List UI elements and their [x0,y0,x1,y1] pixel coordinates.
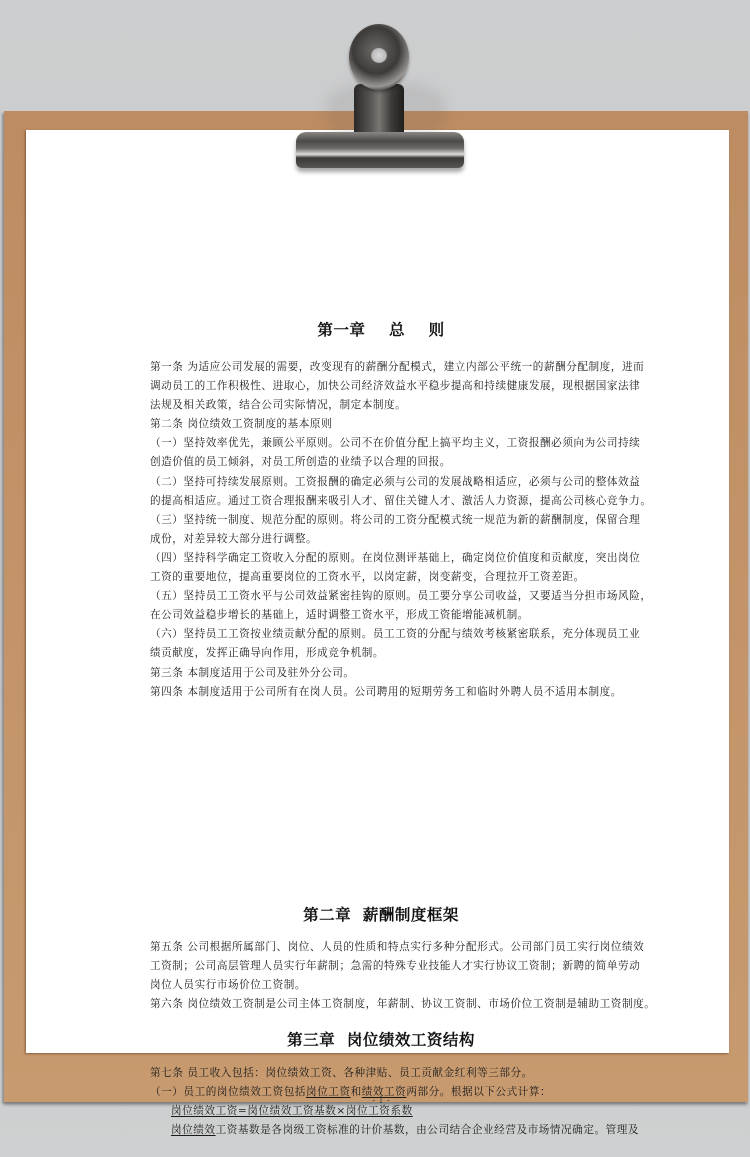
paragraph-line: 第二条 岗位绩效工资制度的基本原则 [150,418,333,431]
paragraph-line: 第七条 员工收入包括：岗位绩效工资、各种津贴、员工贡献金红利等三部分。 [150,1067,533,1079]
text-fragment: 工资基数是各岗级工资标准的计价基数，由公司结合企业经营及市场情况确定。管理及 [215,1124,640,1137]
paragraph-line: 成份，对差异较大部分进行调整。 [150,532,318,545]
paragraph-line: 绩贡献度，发挥正确导向作用，形成竞争机制。 [150,647,385,660]
paragraph-line: 第一条 为适应公司发展的需要，改变现有的薪酬分配模式，建立内部公平统一的薪酬分配制度，进而 [150,361,645,373]
paragraph-line: 在公司效益稳步增长的基础上，适时调整工资水平，形成工资能增能减机制。 [150,609,529,622]
chapter-1-body [150,358,652,702]
paragraph-line: 工资制；公司高层管理人员实行年薪制；急需的特殊专业技能人才实行协议工资制；新聘的简单劳动 [150,960,641,973]
paragraph-line: 法规及相关政策，结合公司实际情况，制定本制度。 [150,399,407,412]
chapter-2-body [150,938,656,1014]
chapter-3-title: 第三章 岗位绩效工资结构 [287,1031,475,1049]
underlined-term: 岗位绩效 [171,1124,216,1137]
underlined-term-position-wage: 岗位工资 [306,1086,351,1099]
clip-ring-hole [371,48,387,63]
chapter-1-title: 第一章 总 则 [317,321,445,339]
paragraph-line: 第六条 岗位绩效工资制是公司主体工资制度，年薪制、协议工资制、市场价位工资制是辅助工资制度。 [150,998,656,1011]
paragraph-line: 的提高相适应。通过工资合理报酬来吸引人才、留住关键人才、激活人力资源，提高公司核心竞争力。 [150,494,652,507]
paragraph-line: 第五条 公司根据所属部门、岗位、人员的性质和特点实行多种分配形式。公司部门员工实行岗位绩效 [150,941,645,953]
paragraph-line: （二）坚持可持续发展原则。工资报酬的确定必须与公司的发展战略相适应，必须与公司的整体效益 [150,475,641,488]
paragraph-line: （六）坚持员工工资按业绩贡献分配的原则。员工工资的分配与绩效考核紧密联系，充分体现员工业 [150,628,641,641]
paragraph-line: 岗位人员实行市场价位工资制。 [150,979,307,992]
paragraph-line: 第三条 本制度适用于公司及驻外分公司。 [150,666,355,679]
paragraph-line: 调动员工的工作积极性、进取心，加快公司经济效益水平稳步提高和持续健康发展，现根据国家法律 [150,380,641,393]
clip-jaw [296,132,464,168]
text-fragment: 和 [350,1086,362,1099]
binder-clip [296,22,464,172]
formula: 岗位绩效工资=岗位绩效工资基数×岗位工资系数 [171,1105,413,1118]
paragraph-line [150,1121,640,1140]
paragraph-line: （五）坚持员工工资水平与公司效益紧密挂钩的原则。员工要分享公司收益，又要适当分担市场风险， [150,590,652,603]
text-fragment: 两部分。根据以下公式计算： [406,1086,552,1099]
paragraph-line: 创造价值的员工倾斜，对员工所创造的业绩予以合理的回报。 [150,456,451,469]
clip-ring [349,24,409,90]
paragraph-line: （一）坚持效率优先，兼顾公平原则。公司不在价值分配上搞平均主义，工资报酬必须向为公司持续 [150,437,641,450]
page-number: - 1 - [372,1096,390,1106]
paragraph-line: （四）坚持科学确定工资收入分配的原则。在岗位测评基础上，确定岗位价值度和贡献度，突出岗位 [150,551,641,564]
text-fragment: （一）员工的岗位绩效工资包括 [150,1086,307,1099]
chapter-2-title: 第二章 薪酬制度框架 [303,906,459,924]
document-page [26,130,729,1137]
paragraph-line: 第四条 本制度适用于公司所有在岗人员。公司聘用的短期劳务工和临时外聘人员不适用本制度。 [150,685,622,698]
underlined-term-performance-wage: 绩效工资 [361,1086,407,1099]
paragraph-line: 工资的重要地位，提高重要岗位的工资水平，以岗定薪，岗变薪变，合理拉开工资差距。 [150,571,585,584]
paragraph-line: （三）坚持统一制度、规范分配的原则。将公司的工资分配模式统一规范为新的薪酬制度，保留合理 [150,513,641,526]
